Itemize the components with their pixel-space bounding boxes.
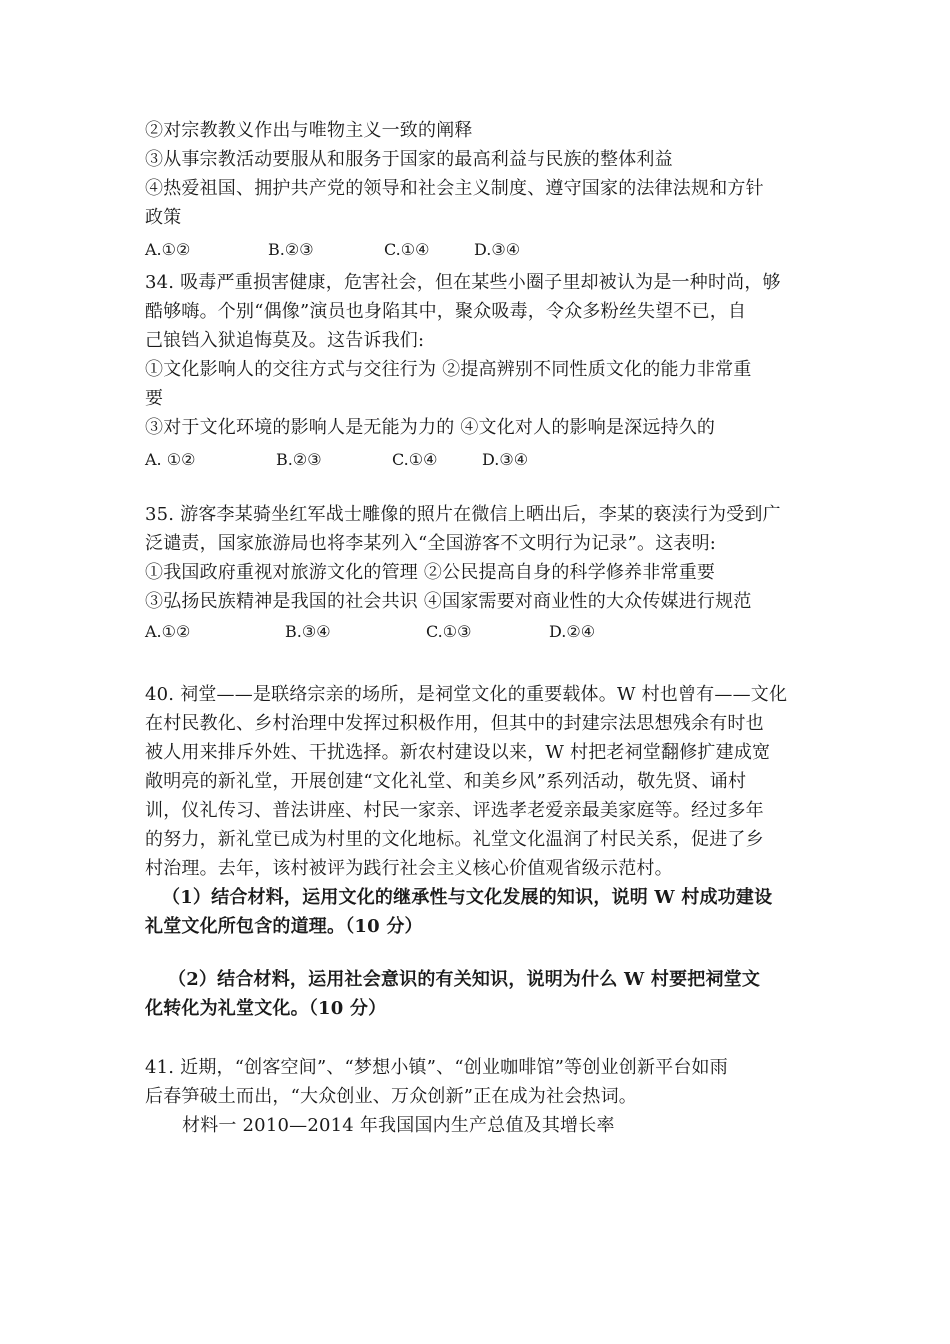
q40-sub2-line-1: （2）结合材料，运用社会意识的有关知识，说明为什么 W 村要把祠堂文 (168, 969, 761, 990)
q40-stem-line-3: 被人用来排斥外姓、干扰选择。新农村建设以来，W 村把老祠堂翻修扩建成宽 (145, 742, 771, 763)
q35-stem-line-2: 泛谴责，国家旅游局也将李某列入“全国游客不文明行为记录”。这表明: (145, 533, 717, 554)
q34-item-line-1: ①文化影响人的交往方式与交往行为 ②提高辨别不同性质文化的能力非常重 (145, 359, 752, 380)
q33-item-4: ④热爱祖国、拥护共产党的领导和社会主义制度、遵守国家的法律法规和方针 (145, 178, 764, 199)
q33-item-4-cont: 政策 (145, 207, 182, 228)
q40-sub2-line-2: 化转化为礼堂文化。（10 分） (145, 998, 387, 1019)
q40-stem-line-6: 的努力，新礼堂已成为村里的文化地标。礼堂文化温润了村民关系，促进了乡 (145, 829, 764, 850)
q40-stem-line-5: 训，仪礼传习、普法讲座、村民一家亲、评选孝老爱亲最美家庭等。经过多年 (145, 800, 764, 821)
q34-option-a: A. ①② (145, 450, 196, 469)
q40-sub1-line-2: 礼堂文化所包含的道理。（10 分） (145, 916, 423, 937)
q35-option-a: A.①② (145, 622, 191, 641)
q33-item-3: ③从事宗教活动要服从和服务于国家的最高利益与民族的整体利益 (145, 149, 673, 170)
q34-option-b: B.②③ (276, 450, 322, 469)
q41-stem-line-2: 后春笋破土而出，“大众创业、万众创新”正在成为社会热词。 (145, 1086, 638, 1107)
q33-item-2: ②对宗教教义作出与唯物主义一致的阐释 (145, 120, 473, 141)
q40-stem-line-7: 村治理。去年，该村被评为践行社会主义核心价值观省级示范村。 (145, 858, 673, 879)
q34-option-d: D.③④ (482, 450, 529, 469)
q34-item-line-2: 要 (145, 388, 164, 409)
q33-option-d: D.③④ (474, 240, 521, 259)
q40-stem-line-1: 40. 祠堂——是联络宗亲的场所，是祠堂文化的重要载体。W 村也曾有——文化 (145, 684, 788, 705)
q35-option-d: D.②④ (549, 622, 596, 641)
q34-option-c: C.①④ (392, 450, 438, 469)
q35-item-line-1: ①我国政府重视对旅游文化的管理 ②公民提高自身的科学修养非常重要 (145, 562, 716, 583)
q33-option-a: A.①② (145, 240, 191, 259)
q34-stem-line-1: 34. 吸毒严重损害健康，危害社会，但在某些小圈子里却被认为是一种时尚，够 (145, 272, 781, 293)
q35-item-line-2: ③弘扬民族精神是我国的社会共识 ④国家需要对商业性的大众传媒进行规范 (145, 591, 752, 612)
q34-stem-line-3: 己锒铛入狱追悔莫及。这告诉我们: (145, 330, 425, 351)
q34-stem-line-2: 酷够嗨。个别“偶像”演员也身陷其中，聚众吸毒，令众多粉丝失望不已，自 (145, 301, 747, 322)
q35-option-b: B.③④ (285, 622, 331, 641)
q40-stem-line-2: 在村民教化、乡村治理中发挥过积极作用，但其中的封建宗法思想残余有时也 (145, 713, 764, 734)
q33-option-c: C.①④ (384, 240, 430, 259)
q40-stem-line-4: 敞明亮的新礼堂，开展创建“文化礼堂、和美乡风”系列活动，敬先贤、诵村 (145, 771, 747, 792)
q33-option-b: B.②③ (268, 240, 314, 259)
q41-stem-line-1: 41. 近期，“创客空间”、“梦想小镇”、“创业咖啡馆”等创业创新平台如雨 (145, 1057, 728, 1078)
q40-sub1-line-1: （1）结合材料，运用文化的继承性与文化发展的知识，说明 W 村成功建设 (162, 887, 773, 908)
q41-material-title: 材料一 2010—2014 年我国国内生产总值及其增长率 (182, 1115, 615, 1136)
q34-item-line-3: ③对于文化环境的影响人是无能为力的 ④文化对人的影响是深远持久的 (145, 417, 716, 438)
q35-option-c: C.①③ (426, 622, 472, 641)
q35-stem-line-1: 35. 游客李某骑坐红军战士雕像的照片在微信上晒出后，李某的亵渎行为受到广 (145, 504, 781, 525)
